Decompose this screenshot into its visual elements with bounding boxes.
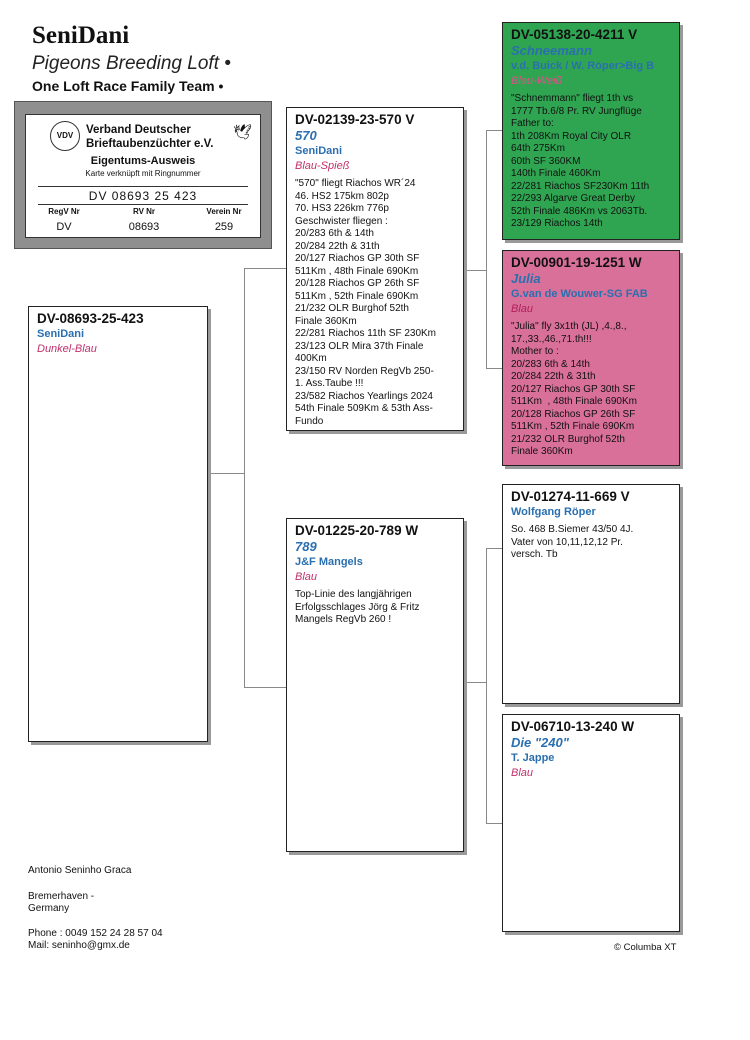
connector-line xyxy=(486,368,502,369)
connector-line xyxy=(486,548,487,823)
connector-line xyxy=(464,682,486,683)
ss-description: "Schnemmann" fliegt 1th vs 1777 Tb.6/8 Pr. RV Jungflüge Father to: 1th 208Km Royal City OLR 64th 275Km 60th SF 360KM 140th Finale 460Km 22/281 Riachos SF230Km 11th 22/293 Algarve Great Derby 52th Finale 486Km vs 2063Tb. 23/129 Riachos 14th xyxy=(511,93,650,229)
copyright: © Columba XT xyxy=(614,942,677,953)
card-label-verein: Verein Nr xyxy=(206,207,242,216)
card-org-line2: Brieftaubenzüchter e.V. xyxy=(86,138,214,150)
pigeon-subject-box[interactable] xyxy=(28,306,208,742)
dam-breeder: J&F Mangels xyxy=(295,556,363,568)
loft-title: SeniDani xyxy=(32,22,130,49)
connector-line xyxy=(486,130,487,368)
sire-ring: DV-02139-23-570 V xyxy=(295,112,415,127)
ss-color: Blau-Weiß xyxy=(511,75,563,87)
connector-line xyxy=(486,823,502,824)
sire-name: 570 xyxy=(295,128,317,143)
ownership-card-inner xyxy=(25,114,261,238)
owner-phone: Phone : 0049 152 24 28 57 04 xyxy=(28,928,163,939)
connector-line xyxy=(486,130,502,131)
connector-line xyxy=(486,548,502,549)
dam-ring: DV-01225-20-789 W xyxy=(295,523,419,538)
pigeon-sire-dam-box[interactable] xyxy=(502,250,680,466)
subject-ring: DV-08693-25-423 xyxy=(37,311,144,326)
card-title: Eigentums-Ausweis xyxy=(90,155,196,167)
connector-line xyxy=(244,268,286,269)
connector-line xyxy=(244,268,245,687)
sd-breeder: G.van de Wouwer-SG FAB xyxy=(511,288,648,300)
connector-line xyxy=(244,687,286,688)
dd-color: Blau xyxy=(511,767,534,779)
dd-ring: DV-06710-13-240 W xyxy=(511,719,635,734)
pigeon-dam-box[interactable] xyxy=(286,518,464,852)
owner-country: Germany xyxy=(28,903,70,914)
card-note: Karte verknüpft mit Ringnummer xyxy=(85,169,201,178)
pigeon-sire-sire-box[interactable] xyxy=(502,22,680,240)
dd-breeder: T. Jappe xyxy=(511,752,555,764)
owner-email: Mail: seninho@gmx.de xyxy=(28,940,130,951)
sire-breeder: SeniDani xyxy=(295,145,343,157)
subject-breeder: SeniDani xyxy=(37,328,85,340)
pigeon-dam-sire-box[interactable] xyxy=(502,484,680,704)
card-divider xyxy=(38,204,248,205)
card-label-regv: RegV Nr xyxy=(48,207,80,216)
loft-team: One Loft Race Family Team • xyxy=(32,78,224,94)
dam-description: Top-Linie des langjährigen Erfolgsschlages Jörg & Fritz Mangels RegVb 260 ! xyxy=(295,589,420,625)
sd-ring: DV-00901-19-1251 W xyxy=(511,255,642,270)
sd-color: Blau xyxy=(511,303,534,315)
card-ring-number: DV 08693 25 423 xyxy=(88,189,198,203)
card-org-name xyxy=(86,123,213,151)
ss-name: Schneemann xyxy=(511,43,592,58)
vdv-logo-icon: VDV xyxy=(50,121,80,151)
loft-subtitle: Pigeons Breeding Loft • xyxy=(32,53,231,74)
card-org-line1: Verband Deutscher xyxy=(86,124,191,136)
sire-description: "570" fliegt Riachos WR´24 46. HS2 175km 802p 70. HS3 226km 776p Geschwister fliegen : 20/283 6th & 14th 20/284 22th & 31th 20/127 Riachos GP 30th SF 511Km , 48th Finale 690Km 20/128 Riachos GP 26th SF 511Km , 52th Finale 690Km 21/232 OLR Burghof 52th Finale 360Km 22/281 Riachos 11th SF 230Km 23/123 OLR Mira 37th Finale 400Km 23/150 RV Norden RegVb 250- 1. Ass.Taube !!! 23/582 Riachos Yearlings 2024 54th Finale 509Km & 53th Ass- Fundo xyxy=(295,178,437,427)
connector-line xyxy=(464,270,486,271)
ds-ring: DV-01274-11-669 V xyxy=(511,489,630,504)
ss-breeder: v.d. Buick / W. Röper>Big B xyxy=(511,60,655,72)
dd-name: Die "240" xyxy=(511,735,569,750)
connector-line xyxy=(208,473,244,474)
pigeon-sire-box[interactable] xyxy=(286,107,464,431)
ds-description: So. 468 B.Siemer 43/50 4J. Vater von 10,11,12,12 Pr. versch. Tb xyxy=(511,524,634,560)
subject-color: Dunkel-Blau xyxy=(37,343,97,355)
card-label-rv: RV Nr xyxy=(132,207,156,216)
ownership-card xyxy=(14,101,272,249)
sd-name: Julia xyxy=(511,271,541,286)
card-value-regv: DV xyxy=(56,221,72,233)
owner-city: Bremerhaven - xyxy=(28,891,95,902)
sire-color: Blau-Spieß xyxy=(295,160,350,172)
pigeon-icon: 🕊 xyxy=(232,124,252,141)
card-divider xyxy=(38,186,248,187)
pigeon-dam-dam-box[interactable] xyxy=(502,714,680,932)
dam-color: Blau xyxy=(295,571,318,583)
card-value-verein: 259 xyxy=(214,221,234,233)
ds-breeder: Wolfgang Röper xyxy=(511,506,596,518)
sd-description: "Julia" fly 3x1th (JL) ,4.,8., 17.,33.,46.,71.th!!! Mother to : 20/283 6th & 14th 20/284 22th & 31th 20/127 Riachos GP 30th SF 511Km , 48th Finale 690Km 20/128 Riachos GP 26th SF 511Km , 52th Finale 690Km 21/232 OLR Burghof 52th Finale 360Km xyxy=(511,321,637,457)
card-value-rv: 08693 xyxy=(128,221,160,233)
owner-name: Antonio Seninho Graca xyxy=(28,865,132,876)
ss-ring: DV-05138-20-4211 V xyxy=(511,27,638,42)
dam-name: 789 xyxy=(295,539,317,554)
